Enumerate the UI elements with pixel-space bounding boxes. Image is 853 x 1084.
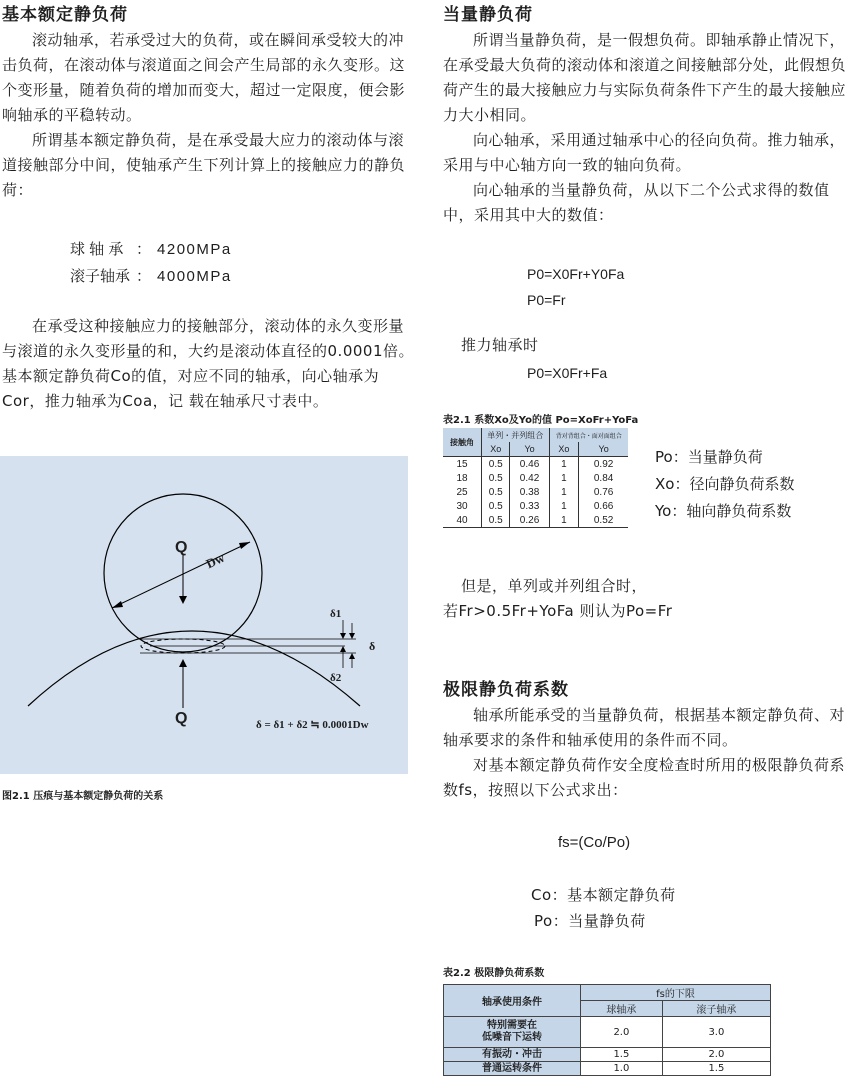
- table1-caption: 表2.1 系数Xo及Yo的值 Po=XoFr+YoFa: [443, 415, 639, 426]
- col-group-back-to-back: 背对背组合・面对面组合: [549, 428, 628, 442]
- col-x0: Xo: [482, 442, 510, 457]
- cell: 2.0: [662, 1048, 770, 1062]
- right-intro-text: [443, 28, 851, 228]
- load-arrow-head-bottom: [179, 659, 187, 667]
- cell: 1: [549, 513, 579, 528]
- cell: 0.5: [482, 471, 510, 485]
- definition-co: Co：基本额定静负荷: [531, 886, 676, 904]
- cell: 15: [456, 458, 468, 470]
- section-heading-basic-static-load: 基本额定静负荷: [2, 5, 128, 25]
- paragraph: 轴承所能承受的当量静负荷，根据基本额定静负荷、对轴承要求的条件和轴承使用的条件而不同。: [443, 706, 846, 749]
- formula-1: P0=X0Fr+Y0Fa: [527, 266, 625, 282]
- col-contact-angle: 接触角: [443, 428, 482, 457]
- stress-list: [70, 236, 232, 290]
- cell: 0.52: [579, 513, 628, 528]
- cell: 1.0: [581, 1062, 663, 1076]
- formula-2: P0=Fr: [527, 292, 566, 308]
- paragraph: 所谓当量静负荷，是一假想负荷。即轴承静止情况下，在承受最大负荷的滚动体和滚道之间接触部分处，此假想负荷产生的最大接触应力与实际负荷条件下产生的最大接触应力大小相同。: [443, 31, 847, 124]
- note-line-2: 若Fr>0.5Fr+YoFa 则认为Po=Fr: [443, 602, 673, 620]
- cell: 0.92: [579, 457, 628, 472]
- paragraph: 向心轴承的当量静负荷，从以下二个公式求得的数值中，采用其中大的数值：: [443, 181, 830, 224]
- note-line-1: 但是，单列或并列组合时，: [461, 577, 648, 595]
- legend-item: Yo：轴向静负荷系数: [655, 502, 792, 520]
- cell: 0.84: [579, 471, 628, 485]
- legend-item: Xo：径向静负荷系数: [655, 475, 795, 493]
- cell: 0.5: [482, 499, 510, 513]
- paragraph: 在承受这种接触应力的接触部分，滚动体的永久变形量与滚道的永久变形量的和，大约是滚动体直径的0.0001倍。基本额定静负荷Co的值，对应不同的轴承，向心轴承为Cor，推力轴承为Coa，记 载在轴承尺寸表中。: [2, 317, 414, 410]
- paragraph: 所谓基本额定静负荷，是在承受最大应力的滚动体与滚道接触部分中间，使轴承产生下列计算上的接触应力的静负荷：: [2, 131, 406, 199]
- cell: 1: [549, 457, 579, 472]
- col-group-single: 单列・并列组合: [482, 428, 550, 442]
- cell: 30: [456, 500, 468, 512]
- cell: 1: [549, 485, 579, 499]
- figure-formula: δ = δ1 + δ2 ≒ 0.0001Dw: [256, 719, 369, 731]
- cell: 0.5: [482, 457, 510, 472]
- figure-indentation: [0, 456, 408, 774]
- thrust-label: 推力轴承时: [461, 336, 539, 354]
- legend-item: Po：当量静负荷: [655, 448, 763, 466]
- arrow-head: [349, 633, 355, 639]
- table2-caption: 表2.2 极限静负荷系数: [443, 968, 545, 979]
- cell: 25: [456, 486, 468, 498]
- paragraph: 向心轴承，采用通过轴承中心的径向负荷。推力轴承，采用与中心轴方向一致的轴向负荷。: [443, 131, 846, 174]
- table-row: [443, 457, 628, 472]
- label-q-top: Q: [175, 539, 188, 556]
- cell: 0.66: [579, 499, 628, 513]
- paragraph: 对基本额定静负荷作安全度检查时所用的极限静负荷系数fs，按照以下公式求出：: [443, 756, 846, 799]
- cell: 1: [549, 471, 579, 485]
- condition-cell: 普通运转条件: [444, 1062, 581, 1076]
- col-fs-lower: fs的下限: [581, 985, 771, 1001]
- table-row: [444, 1062, 771, 1076]
- arrow-head: [340, 646, 346, 652]
- label-delta: δ: [369, 639, 376, 653]
- stress-row-roller: 滚子轴承 ： 4000MPa: [70, 263, 232, 290]
- col-condition: 轴承使用条件: [444, 985, 581, 1017]
- cell: 2.0: [581, 1017, 663, 1048]
- raceway-curve: [28, 631, 360, 706]
- stress-label: 球 轴 承: [70, 241, 124, 258]
- condition-cell: 有振动・冲击: [444, 1048, 581, 1062]
- arrow-head: [349, 653, 355, 659]
- section-heading-static-load-factor: 极限静负荷系数: [443, 680, 569, 700]
- cell: 0.5: [482, 485, 510, 499]
- label-delta1: δ1: [330, 608, 342, 620]
- cell: 0.33: [510, 499, 549, 513]
- col-ball: 球轴承: [581, 1001, 663, 1017]
- label-dw: Dw: [203, 549, 227, 572]
- factor-text: [443, 703, 853, 803]
- col-y0: Yo: [579, 442, 628, 457]
- stress-label: 滚子轴承: [70, 268, 131, 285]
- diameter-arrow-head: [112, 601, 123, 608]
- load-arrow-head-top: [179, 596, 187, 604]
- paragraph: 滚动轴承，若承受过大的负荷，或在瞬间承受较大的冲击负荷，在滚动体与滚道面之间会产生局部的永久变形。这个变形量，随着负荷的增加而变大，超过一定限度，便会影响轴承的平稳转动。: [2, 31, 406, 124]
- coefficient-table: [443, 428, 628, 528]
- stress-value: 4200MPa: [157, 241, 232, 258]
- label-delta2: δ2: [330, 672, 342, 684]
- table-row: [443, 499, 628, 513]
- definition-po: Po：当量静负荷: [534, 912, 646, 930]
- condition-cell: 特别需要在 低噪音下运转: [444, 1017, 581, 1048]
- cell: 1: [549, 499, 579, 513]
- formula-fs: fs=(Co/Po): [558, 834, 631, 851]
- table-row: [443, 485, 628, 499]
- cell: 0.76: [579, 485, 628, 499]
- table-row: [443, 471, 628, 485]
- col-x0: Xo: [549, 442, 579, 457]
- cell: 0.26: [510, 513, 549, 528]
- stress-value: 4000MPa: [157, 268, 232, 285]
- cell: 3.0: [662, 1017, 770, 1048]
- label-q-bottom: Q: [175, 710, 188, 727]
- left-paragraph-3: [2, 314, 416, 414]
- cell: 1.5: [581, 1048, 663, 1062]
- cell: 0.38: [510, 485, 549, 499]
- table-row: [443, 513, 628, 528]
- table-row: [444, 1017, 771, 1048]
- formula-3: P0=X0Fr+Fa: [527, 365, 608, 381]
- col-y0: Yo: [510, 442, 549, 457]
- symbol-legend: [655, 444, 794, 525]
- col-roller: 滚子轴承: [662, 1001, 770, 1017]
- left-intro-text: [2, 28, 414, 203]
- arrow-head: [340, 633, 346, 639]
- stress-row-ball: 球 轴 承 ： 4200MPa: [70, 236, 232, 263]
- cell: 0.46: [510, 457, 549, 472]
- table-row: [444, 1048, 771, 1062]
- cell: 40: [443, 513, 482, 528]
- cell: 18: [456, 472, 468, 484]
- section-heading-equivalent-load: 当量静负荷: [443, 5, 533, 25]
- cell: 0.5: [482, 513, 510, 528]
- cell: 0.42: [510, 471, 549, 485]
- static-load-factor-table: [443, 984, 771, 1076]
- diameter-arrow-head: [239, 542, 250, 549]
- figure-caption: 图2.1 压痕与基本额定静负荷的关系: [2, 791, 164, 802]
- cell: 1.5: [662, 1062, 770, 1076]
